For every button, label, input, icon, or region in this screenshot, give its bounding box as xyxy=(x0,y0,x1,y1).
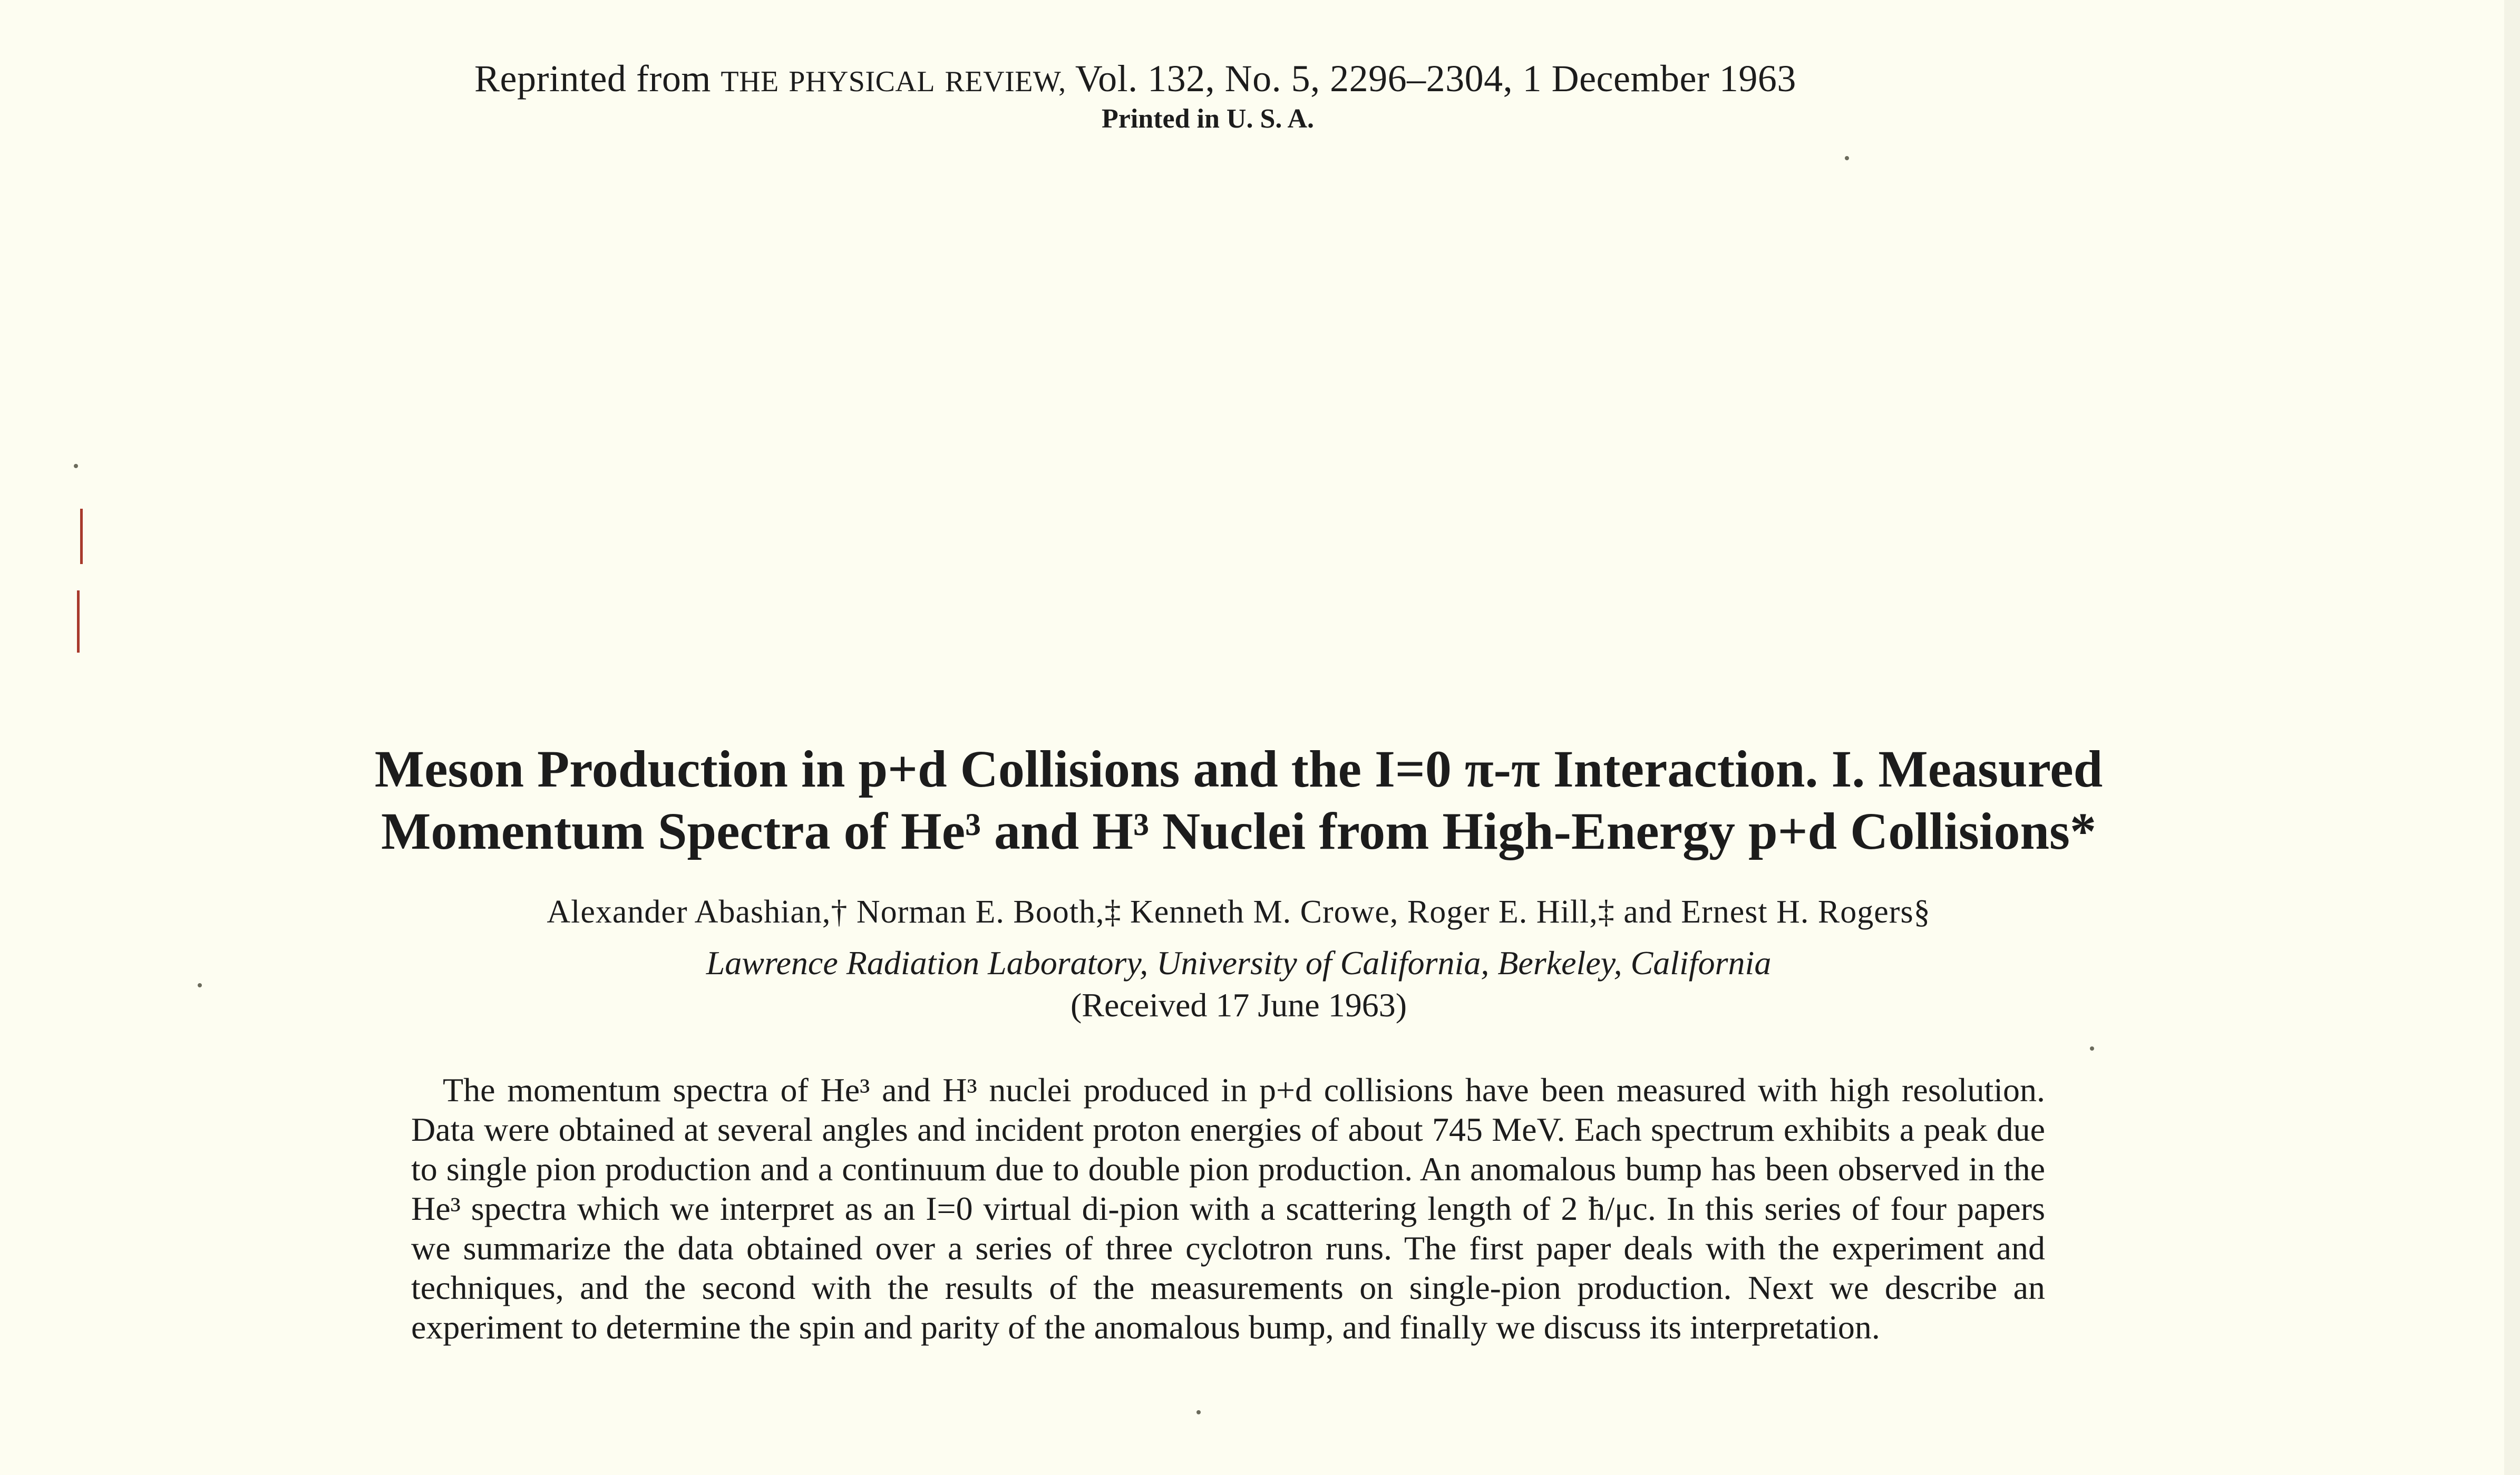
printed-location: Printed in U. S. A. xyxy=(1102,104,1315,134)
received-date: (Received 17 June 1963) xyxy=(1070,986,1407,1024)
author-list: Alexander Abashian,† Norman E. Booth,‡ Kenneth M. Crowe, Roger E. Hill,‡ and Ernest H. Rogers§ xyxy=(547,894,1931,930)
page-edge xyxy=(2504,0,2520,1475)
speck xyxy=(1845,156,1849,160)
speck xyxy=(1196,1410,1201,1414)
reprint-citation xyxy=(474,57,2108,101)
journal-name-physical: PHYSICAL xyxy=(789,65,936,98)
margin-mark-1 xyxy=(80,509,83,564)
journal-name-review: REVIEW, xyxy=(945,65,1066,98)
reprint-prefix: Reprinted from xyxy=(474,57,711,100)
affiliation: Lawrence Radiation Laboratory, University of California, Berkeley, California xyxy=(706,944,1772,982)
speck xyxy=(74,464,78,468)
journal-citation: Vol. 132, No. 5, 2296–2304, 1 December 1963 xyxy=(1075,57,1796,100)
margin-mark-2 xyxy=(77,590,80,653)
speck xyxy=(2090,1046,2094,1051)
abstract: The momentum spectra of He³ and H³ nuclei produced in p+d collisions have been measured with high resolution. Data were obtained at several angles and incident proton energies of about 745 MeV. Each spectrum exhibits a peak due to single pion production and a continuum due to double pion production. An anomalous bump has been observed in the He³ spectra which we interpret as an I=0 virtual di-pion with a scattering length of 2 ħ/μc. In this series of four papers we summarize the data obtained over a series of three cyclotron runs. The first paper deals with the experiment and techniques, and the second with the results of the measurements on single-pion production. Next we describe an experiment to determine the spin and parity of the anomalous bump, and finally we discuss its interpretation. xyxy=(411,1071,2045,1346)
paper-title: Meson Production in p+d Collisions and the I=0 π-π Interaction. I. Measured Momentum Spectra of He³ and H³ Nuclei from High-Energy p+d Collisions* xyxy=(374,740,2103,860)
speck xyxy=(198,983,202,987)
journal-name-the: THE xyxy=(721,65,779,98)
